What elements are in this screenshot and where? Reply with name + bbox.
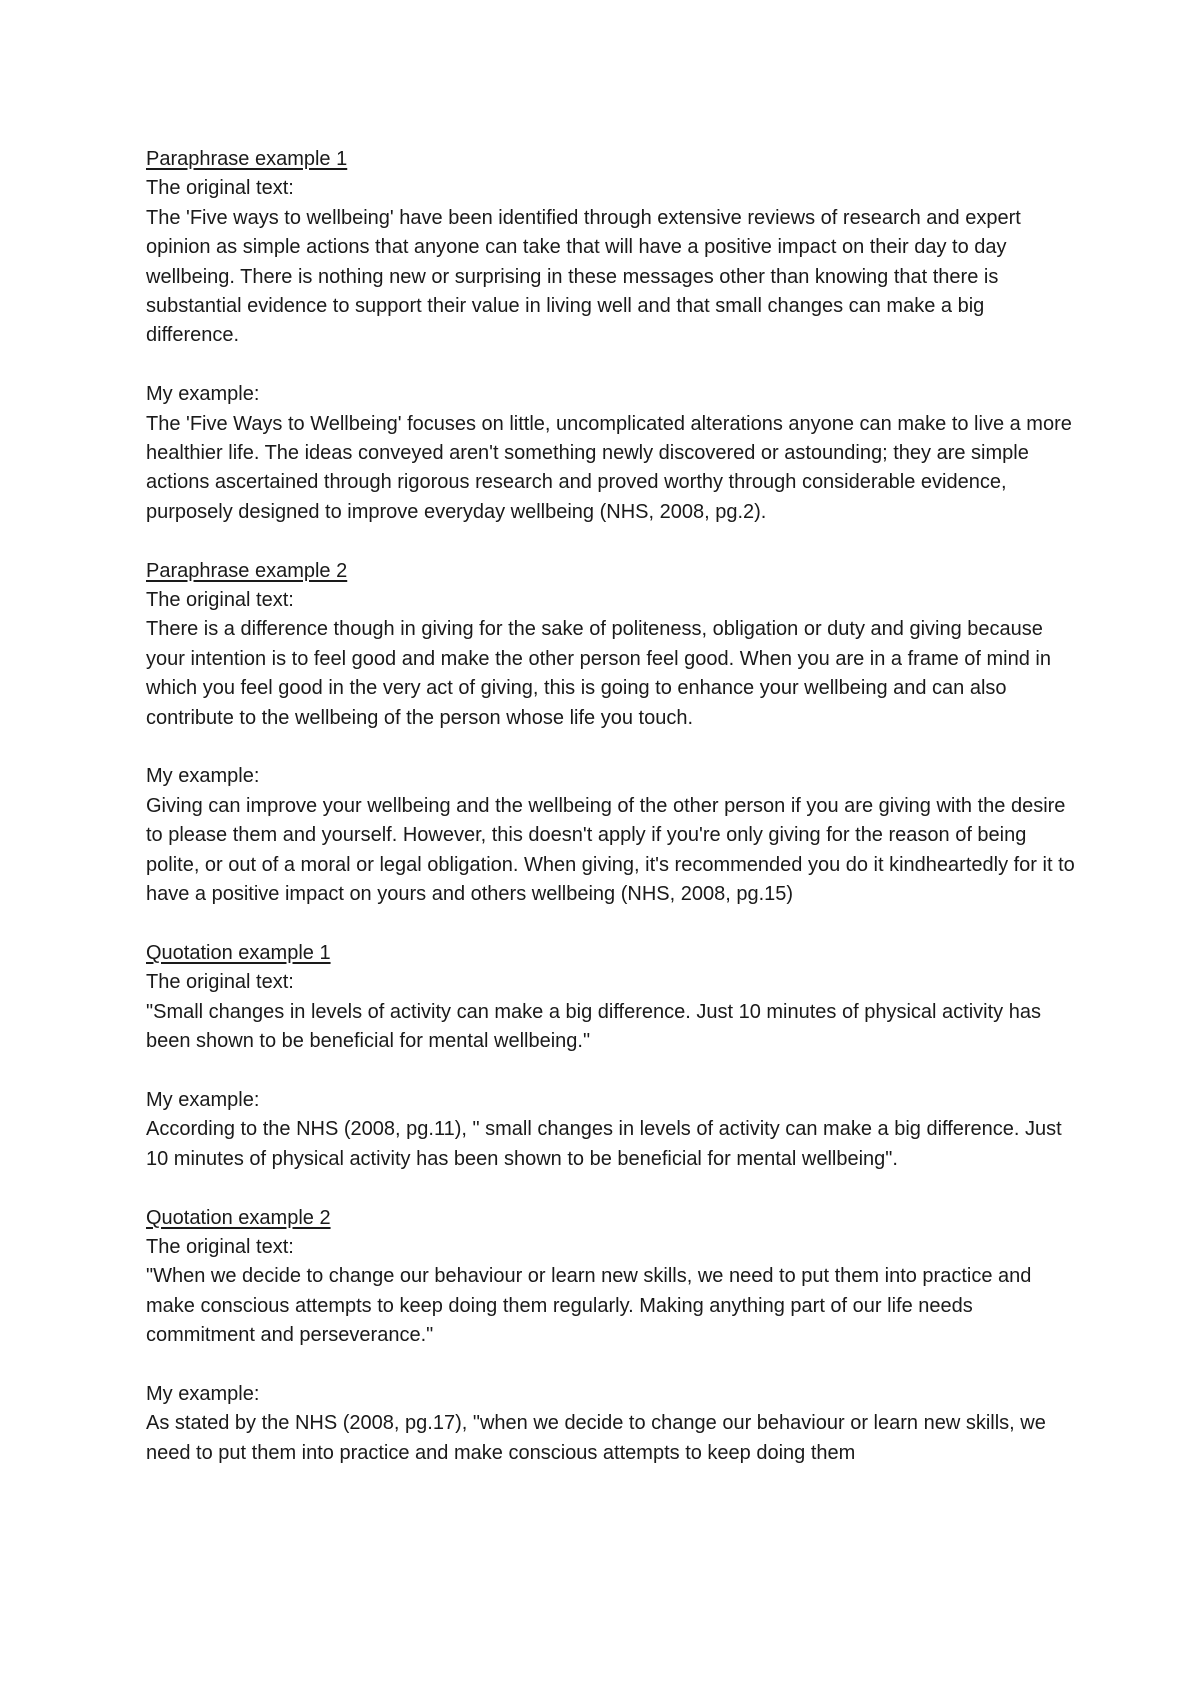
paraphrase-example-1-section [146,145,1076,527]
original-text-label: The original text: [146,971,294,994]
section-heading: Quotation example 1 [146,941,331,964]
original-text-paragraph: The 'Five ways to wellbeing' have been identified through extensive reviews of research and expert opinion as simple actions that anyone can take that will have a positive impact on their day to day wellbeing. There is nothing new or surprising in these messages other than knowing that there is substantial evidence to support their value in living well and that small changes can make a big difference. [146,206,1021,347]
quotation-example-1-section [146,939,1076,1174]
spacer [146,1351,1076,1380]
document-page [146,145,1076,1498]
section-heading: Paraphrase example 1 [146,148,348,170]
original-text-paragraph: There is a difference though in giving for the sake of politeness, obligation or duty and giving because your intention is to feel good and make the other person feel good. When you are in a frame of mind in which you feel good in the very act of giving, this is going to enhance your wellbeing and can also contribute to the wellbeing of the person whose life you touch. [146,618,1051,729]
quotation-example-2-section [146,1204,1076,1469]
my-example-paragraph: As stated by the NHS (2008, pg.17), "when we decide to change our behaviour or learn new skills, we need to put them into practice and make conscious attempts to keep doing them [146,1412,1046,1464]
section-heading: Paraphrase example 2 [146,559,348,582]
my-example-paragraph: According to the NHS (2008, pg.11), " small changes in levels of activity can make a big difference. Just 10 minutes of physical activity has been shown to be beneficial for mental wellbeing". [146,1118,1062,1170]
original-text-paragraph: "Small changes in levels of activity can make a big difference. Just 10 minutes of physical activity has been shown to be beneficial for mental wellbeing." [146,1000,1041,1053]
spacer [146,733,1076,762]
spacer [146,351,1076,380]
my-example-paragraph: Giving can improve your wellbeing and the wellbeing of the other person if you are giving with the desire to please them and yourself. However, this doesn't apply if you're only giving for the reason of being polite, or out of a moral or legal obligation. When giving, it's recommended you do it kindheartedly for it to have a positive impact on yours and others wellbeing (NHS, 2008, pg.15) [146,794,1075,906]
original-text-paragraph: "When we decide to change our behaviour or learn new skills, we need to put them into practice and make conscious attempts to keep doing them regularly. Making anything part of our life needs commitment and perseverance." [146,1265,1032,1347]
original-text-label: The original text: [146,1235,294,1258]
my-example-paragraph: The 'Five Ways to Wellbeing' focuses on little, uncomplicated alterations anyone can make to live a more healthier life. The ideas conveyed aren't something newly discovered or astounding; they are simple actions ascertained through rigorous research and proved worthy through considerable evidence, purposely designed to improve everyday wellbeing (NHS, 2008, pg.2). [146,412,1072,523]
my-example-label: My example: [146,765,260,788]
my-example-label: My example: [146,1088,260,1111]
my-example-label: My example: [146,1382,260,1405]
paraphrase-example-2-section [146,557,1076,910]
original-text-label: The original text: [146,589,294,612]
section-heading: Quotation example 2 [146,1206,331,1229]
spacer [146,1057,1076,1086]
my-example-label: My example: [146,383,260,406]
original-text-label: The original text: [146,177,294,200]
